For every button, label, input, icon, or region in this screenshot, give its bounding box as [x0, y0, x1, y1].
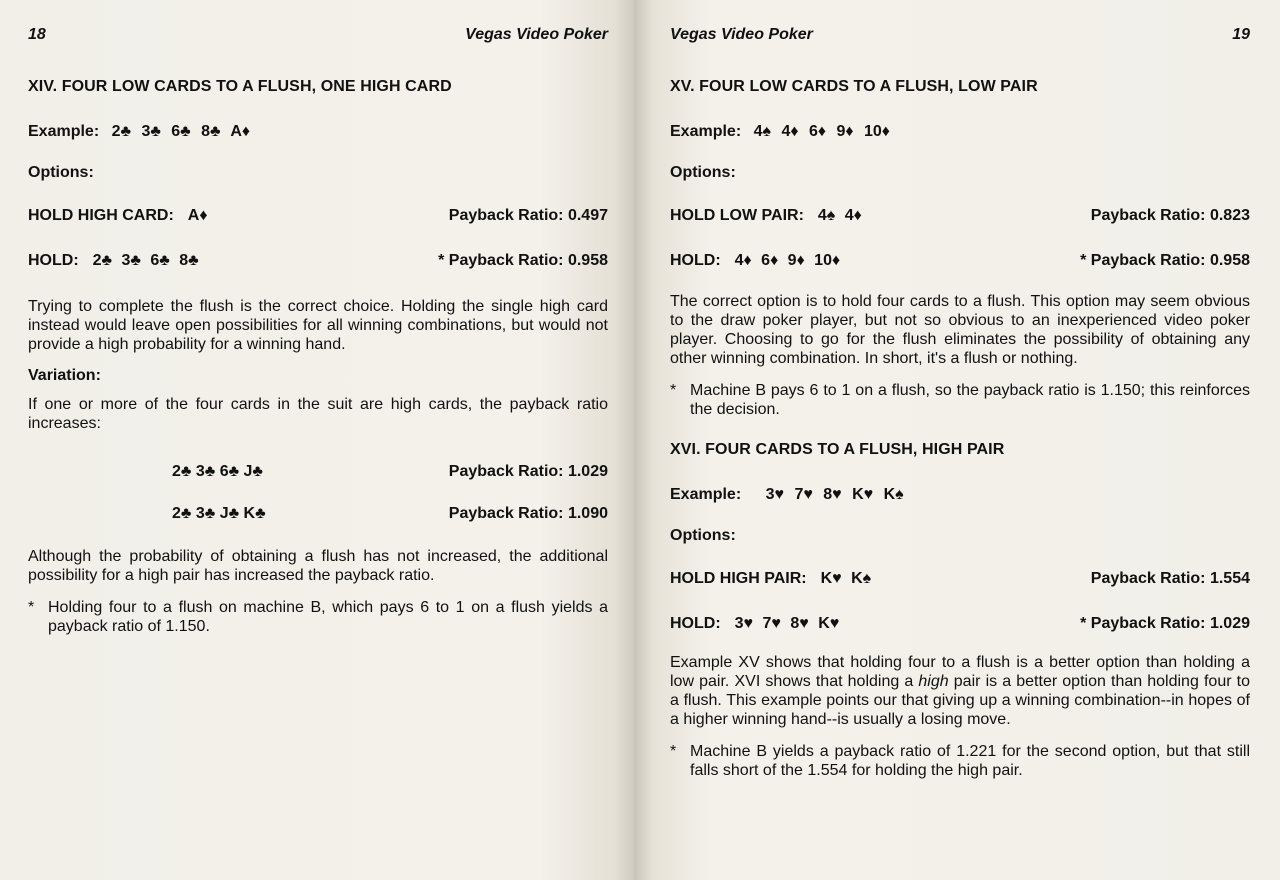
example-label: Example: [670, 123, 742, 140]
payback-ratio: * Payback Ratio: 0.958 [438, 252, 608, 269]
option-cards: 4♠ 4♦ [817, 207, 862, 224]
variation-label: Variation: [28, 367, 101, 384]
example-cards: 2♣ 3♣ 6♣ 8♣ A♦ [111, 123, 251, 140]
options-label: Options: [670, 164, 736, 181]
options-label: Options: [670, 527, 736, 544]
variation-cards: 2♣ 3♣ 6♣ J♣ [172, 463, 263, 480]
example-line [670, 486, 1250, 504]
section-title: XV. FOUR LOW CARDS TO A FLUSH, LOW PAIR [670, 78, 1038, 95]
example-cards: 4♠ 4♦ 6♦ 9♦ 10♦ [753, 123, 890, 140]
example-label: Example: [28, 123, 100, 140]
option-row [670, 615, 1250, 633]
footnote-text: Machine B yields a payback ratio of 1.221 for the second option, but that still falls short of the 1.554 for holding the high pair. [690, 743, 1250, 779]
paragraph: The correct option is to hold four cards to a flush. This option may seem obvious to the draw poker player, but not so obvious to an inexperienced video poker player. Choosing to go for the flush eliminates the possibility of obtaining any other winning combination. In short, it's a flush or nothing. [670, 293, 1250, 367]
section-title: XIV. FOUR LOW CARDS TO A FLUSH, ONE HIGH CARD [28, 78, 452, 95]
running-title: Vegas Video Poker [465, 26, 608, 43]
options-label: Options: [28, 164, 94, 181]
emphasis-text: high [918, 673, 949, 690]
payback-ratio: Payback Ratio: 0.823 [1090, 207, 1250, 224]
variation-row [28, 463, 608, 481]
footnote-marker: * [670, 382, 677, 399]
option-label: HOLD: [28, 252, 79, 269]
payback-ratio: Payback Ratio: 1.029 [448, 463, 608, 480]
left-page-header [28, 26, 608, 48]
option-label: HOLD HIGH CARD: [28, 207, 174, 224]
page-number: 18 [28, 26, 46, 43]
example-line [670, 123, 1250, 141]
option-cards: 3♥ 7♥ 8♥ K♥ [734, 615, 840, 632]
footnote [670, 742, 1250, 780]
footnote-text: Machine B pays 6 to 1 on a flush, so the payback ratio is 1.150; this reinforces the decision. [690, 382, 1250, 418]
payback-ratio: * Payback Ratio: 0.958 [1080, 252, 1250, 269]
paragraph [670, 653, 1250, 729]
footnote-marker: * [670, 743, 677, 760]
option-row [28, 252, 608, 270]
footnote-text: Holding four to a flush on machine B, which pays 6 to 1 on a flush yields a payback ratio of 1.150. [48, 599, 608, 635]
variation-row [28, 505, 608, 523]
footnote-marker: * [28, 599, 35, 616]
option-label: HOLD: [670, 252, 721, 269]
option-row [670, 207, 1250, 225]
right-page [634, 0, 1280, 880]
right-page-header [670, 26, 1250, 48]
variation-text: If one or more of the four cards in the suit are high cards, the payback ratio increases: [28, 396, 608, 432]
example-line [28, 123, 608, 141]
page-number: 19 [1232, 26, 1250, 43]
option-label: HOLD LOW PAIR: [670, 207, 804, 224]
option-row [670, 570, 1250, 588]
option-row [670, 252, 1250, 270]
option-cards: 2♣ 3♣ 6♣ 8♣ [92, 252, 199, 269]
variation-cards: 2♣ 3♣ J♣ K♣ [172, 505, 266, 522]
example-cards: 3♥ 7♥ 8♥ K♥ K♠ [765, 486, 904, 503]
payback-ratio: * Payback Ratio: 1.029 [1080, 615, 1250, 632]
payback-ratio: Payback Ratio: 1.554 [1090, 570, 1250, 587]
option-row [28, 207, 608, 225]
footnote [670, 381, 1250, 419]
footnote [28, 598, 608, 636]
running-title: Vegas Video Poker [670, 26, 813, 43]
option-cards: A♦ [187, 207, 208, 224]
example-label: Example: [670, 486, 742, 503]
paragraph: Trying to complete the flush is the correct choice. Holding the single high card instead would leave open possibilities for all winning combinations, but would not provide a high probability for a winning hand. [28, 298, 608, 353]
option-label: HOLD HIGH PAIR: [670, 570, 807, 587]
paragraph-text: pair is a better option than holding four to a flush. This example points our that giving up a winning combination--in hopes of a higher winning hand--is usually a losing move. [670, 673, 1250, 728]
section-title: XVI. FOUR CARDS TO A FLUSH, HIGH PAIR [670, 441, 1005, 458]
option-label: HOLD: [670, 615, 721, 632]
payback-ratio: Payback Ratio: 1.090 [448, 505, 608, 522]
paragraph-text: Example XV shows that holding four to a flush is a better option than holding a low pair. XVI shows that holding a [670, 654, 1250, 690]
left-page [0, 0, 634, 880]
paragraph: Although the probability of obtaining a flush has not increased, the additional possibility for a high pair has increased the payback ratio. [28, 548, 608, 584]
option-cards: 4♦ 6♦ 9♦ 10♦ [734, 252, 841, 269]
payback-ratio: Payback Ratio: 0.497 [448, 207, 608, 224]
option-cards: K♥ K♠ [820, 570, 872, 587]
